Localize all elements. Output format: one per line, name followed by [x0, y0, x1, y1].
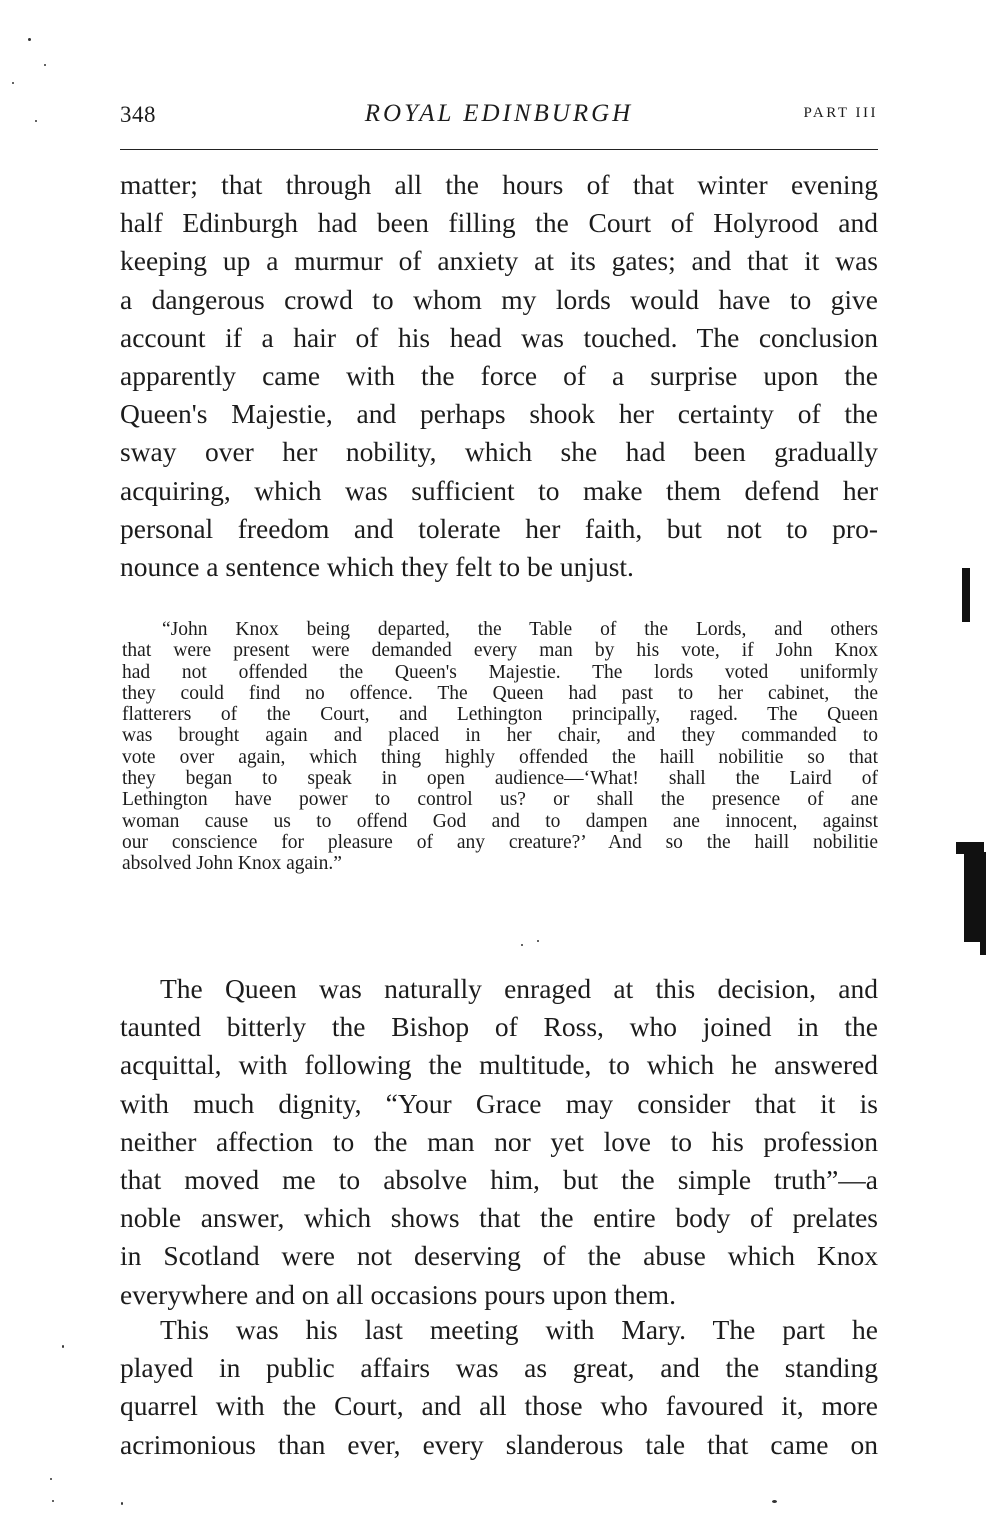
text-line: account if a hair of his head was touched. The conclusion: [120, 321, 878, 353]
quote-line: that were present were demanded every man by his vote, if John Knox: [122, 640, 878, 662]
quote-line: “John Knox being departed, the Table of the Lords, and others: [162, 619, 878, 640]
quote-line: had not offended the Queen's Majestie. The lords voted uniformly: [122, 661, 878, 683]
paragraph-2: [120, 970, 878, 1314]
text-line: that moved me to absolve him, but the simple truth”—a: [120, 1163, 878, 1195]
quote-line: flatterers of the Court, and Lethington principally, raged. The Queen: [122, 704, 878, 726]
text-line: matter; that through all the hours of that winter evening: [120, 169, 878, 200]
scan-edge-mark: [964, 852, 986, 942]
quote-line: Lethington have power to control us? or shall the presence of ane: [122, 789, 878, 811]
text-line: a dangerous crowd to whom my lords would have to give: [120, 283, 878, 315]
text-line: The Queen was naturally enraged at this decision, and: [160, 973, 878, 1004]
text-line: acquittal, with following the multitude, to which he answered: [120, 1049, 878, 1081]
quote-line: woman cause us to offend God and to dampen ane innocent, against: [122, 810, 878, 832]
text-line: neither affection to the man nor yet love to his profession: [120, 1125, 878, 1157]
running-title: ROYAL EDINBURGH: [364, 100, 634, 127]
text-line: acquiring, which was sufficient to make them defend her: [120, 474, 878, 506]
text-line: played in public affairs was as great, and the standing: [120, 1352, 878, 1384]
paragraph-1: [120, 166, 878, 586]
quote-line: they began to speak in open audience—‘What! shall the Laird of: [122, 768, 878, 790]
text-line: nounce a sentence which they felt to be unjust.: [120, 550, 634, 582]
text-line: This was his last meeting with Mary. The part he: [160, 1314, 878, 1345]
quote-line: they could find no offence. The Queen had past to her cabinet, the: [122, 682, 878, 704]
text-line: keeping up a murmur of anxiety at its gates; and that it was: [120, 245, 878, 277]
text-line: apparently came with the force of a surprise upon the: [120, 359, 878, 391]
text-line: noble answer, which shows that the entire body of prelates: [120, 1202, 878, 1234]
text-line: with much dignity, “Your Grace may consider that it is: [120, 1087, 878, 1119]
text-line: in Scotland were not deserving of the abuse which Knox: [120, 1240, 878, 1272]
text-line: everywhere and on all occasions pours upon them.: [120, 1278, 676, 1310]
quote-line: our conscience for pleasure of any creature?’ And so the haill nobilitie: [122, 831, 878, 853]
running-header: [120, 100, 878, 134]
text-line: taunted bitterly the Bishop of Ross, who joined in the: [120, 1011, 878, 1043]
scan-edge-mark: [980, 935, 986, 955]
text-line: half Edinburgh had been filling the Court of Holyrood and: [120, 207, 878, 239]
paragraph-3: [120, 1311, 878, 1464]
quote-line: vote over again, which thing highly offended the haill nobilitie so that: [122, 746, 878, 768]
text-line: Queen's Majestie, and perhaps shook her certainty of the: [120, 398, 878, 430]
header-rule: [120, 149, 878, 150]
text-line: quarrel with the Court, and all those who favoured it, more: [120, 1390, 878, 1422]
text-line: sway over her nobility, which she had been gradually: [120, 436, 878, 468]
text-line: personal freedom and tolerate her faith, but not to pro-: [120, 512, 878, 544]
text-line: acrimonious than ever, every slanderous tale that came on: [120, 1428, 878, 1460]
quote-line: absolved John Knox again.”: [122, 853, 342, 875]
scan-edge-mark: [962, 568, 970, 622]
quote-line: was brought again and placed in her chair, and they commanded to: [122, 725, 878, 747]
block-quotation: [122, 619, 878, 875]
part-label: PART III: [803, 105, 878, 121]
page-number: 348: [120, 102, 156, 127]
